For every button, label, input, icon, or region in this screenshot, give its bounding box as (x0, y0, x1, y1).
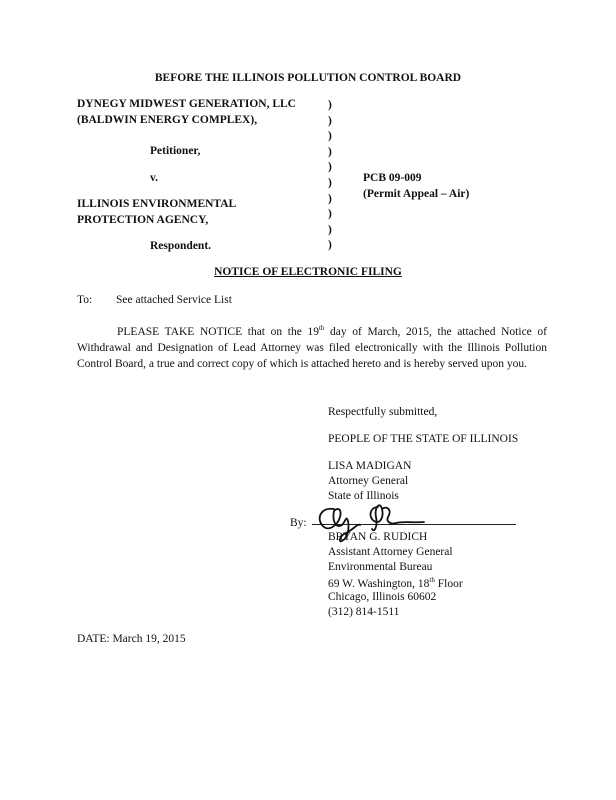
respondent-name-line2: PROTECTION AGENCY, (77, 214, 209, 226)
respondent-label: Respondent. (150, 240, 212, 252)
party-name: PEOPLE OF THE STATE OF ILLINOIS (328, 433, 519, 445)
ag-state: State of Illinois (328, 490, 399, 502)
notice-title: NOTICE OF ELECTRONIC FILING (214, 266, 402, 278)
case-type: (Permit Appeal – Air) (363, 188, 470, 200)
date-line: DATE: March 19, 2015 (77, 633, 186, 645)
caption-parentheses: ) ) ) ) ) ) ) ) ) ) (328, 99, 332, 252)
signer-name: BRYAN G. RUDICH (328, 531, 428, 543)
respondent-name-line1: ILLINOIS ENVIRONMENTAL (77, 198, 237, 210)
to-value: See attached Service List (116, 294, 232, 306)
by-label: By: (290, 517, 307, 529)
case-number: PCB 09-009 (363, 172, 422, 184)
court-heading: BEFORE THE ILLINOIS POLLUTION CONTROL BOARD (154, 72, 462, 84)
petitioner-name-line1: DYNEGY MIDWEST GENERATION, LLC (77, 98, 296, 110)
signer-phone: (312) 814-1511 (328, 606, 400, 618)
closing: Respectfully submitted, (328, 406, 438, 418)
signer-address: 69 W. Washington, 18th Floor (328, 576, 463, 590)
notice-body: PLEASE TAKE NOTICE that on the 19th day of March, 2015, the attached Notice of Withdrawal and Designation of Lead Attorney was filed electronically with the Illinois Pollution Control Board, a true and correct copy of which is attached hereto and is hereby served upon you. (77, 324, 547, 370)
signer-bureau: Environmental Bureau (328, 561, 433, 573)
signer-title: Assistant Attorney General (328, 546, 453, 558)
to-label: To: (77, 294, 93, 306)
ag-name: LISA MADIGAN (328, 460, 412, 472)
petitioner-label: Petitioner, (150, 145, 201, 157)
signer-city: Chicago, Illinois 60602 (328, 591, 437, 603)
ag-title: Attorney General (328, 475, 409, 487)
versus-label: v. (150, 172, 158, 184)
petitioner-name-line2: (BALDWIN ENERGY COMPLEX), (77, 114, 258, 126)
